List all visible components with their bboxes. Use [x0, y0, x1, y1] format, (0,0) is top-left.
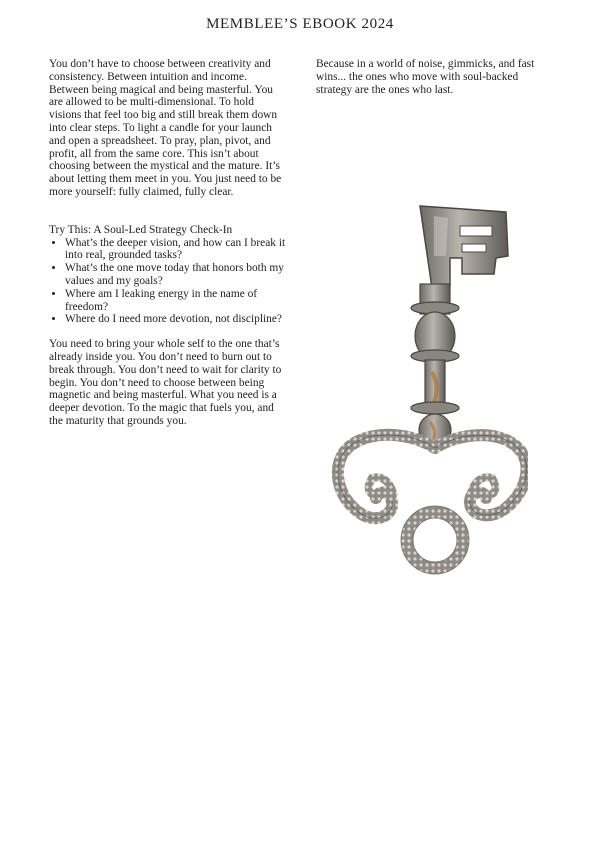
list-item: • What’s the one move today that honors both my values and my goals?: [65, 262, 287, 288]
left-column: [49, 58, 287, 428]
list-item: • Where do I need more devotion, not discipline?: [65, 313, 287, 326]
key-bow: [338, 435, 527, 574]
checkin-list: [49, 237, 287, 327]
page-header: MEMBLEE’S EBOOK 2024: [206, 16, 394, 32]
right-paragraph: Because in a world of noise, gimmicks, and fast wins... the ones who move with soul-backed strategy are the ones who last.: [316, 58, 535, 96]
checkin-title: Try This: A Soul-Led Strategy Check-In: [49, 223, 233, 236]
list-item: • Where am I leaking energy in the name of freedom?: [65, 288, 287, 314]
key-shaft: [411, 284, 459, 446]
key-bit: [420, 206, 508, 288]
right-column: [316, 58, 548, 96]
closing-paragraph: You need to bring your whole self to the one that’s already inside you. You don’t need to burn out to break through. You don’t need to wait for clarity to begin. You don’t need to choose between being magnetic and being masterful. What you need is a deeper devotion. To the magic that fuels you, and the maturity that grounds you.: [49, 338, 282, 427]
intro-paragraph: You don’t have to choose between creativity and consistency. Between intuition and income. Between being magical and being masterful. You are allowed to be multi-dimensional. To hold visions that feel too big and still break them down into clear steps. To light a candle for your launch and open a spreadsheet. To pray, plan, pivot, and profit, all from the same core. This isn’t about choosing between the mystical and the mature. It’s about letting them meet in you. You just need to be more yourself: fully claimed, fully clear.: [49, 58, 282, 198]
list-item: • What’s the deeper vision, and how can I break it into real, grounded tasks?: [65, 237, 287, 263]
antique-key-illustration: [322, 196, 528, 592]
